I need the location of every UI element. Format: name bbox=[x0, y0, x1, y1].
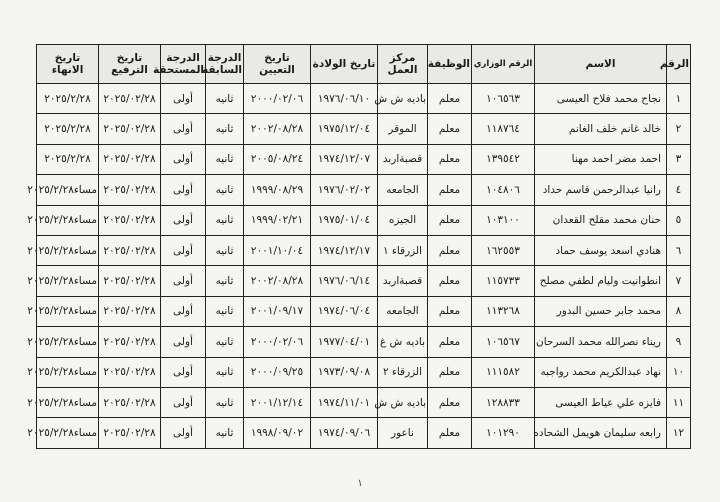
cell-prev-grade: ثانيه bbox=[206, 114, 244, 144]
cell-due-grade: أولى bbox=[161, 205, 206, 235]
cell-num: ١٢ bbox=[667, 418, 691, 448]
cell-work-center: الجامعه bbox=[378, 175, 428, 205]
cell-work-center: باديه ش ش bbox=[378, 84, 428, 114]
cell-ministry-no: ١١٨٧٦٤ bbox=[472, 114, 535, 144]
page-number: ١ bbox=[357, 478, 363, 489]
cell-due-grade: أولى bbox=[161, 357, 206, 387]
cell-end-date: مساء٢٠٢٥/٢/٢٨ bbox=[37, 387, 99, 417]
cell-due-grade: أولى bbox=[161, 387, 206, 417]
cell-birth-date: ١٩٧٦/٠٦/١٠ bbox=[311, 84, 378, 114]
cell-ministry-no: ١٠٣١٠٠ bbox=[472, 205, 535, 235]
cell-num: ١٠ bbox=[667, 357, 691, 387]
header-num: الرقم bbox=[667, 45, 691, 84]
table-row bbox=[37, 357, 691, 387]
cell-work-center: باديه ش ش bbox=[378, 387, 428, 417]
cell-work-center: قصبةاربد bbox=[378, 144, 428, 174]
cell-job: معلم bbox=[428, 84, 472, 114]
cell-birth-date: ١٩٧٣/٠٩/٠٨ bbox=[311, 357, 378, 387]
cell-birth-date: ١٩٧٤/١١/٠١ bbox=[311, 387, 378, 417]
table-row bbox=[37, 327, 691, 357]
cell-num: ١١ bbox=[667, 387, 691, 417]
cell-prev-grade: ثانيه bbox=[206, 144, 244, 174]
cell-name: ريناء نصرالله محمد السرحان bbox=[535, 327, 667, 357]
cell-name: احمد مضر احمد مهنا bbox=[535, 144, 667, 174]
header-appoint-date: تاريخ التعيين bbox=[244, 45, 311, 84]
cell-due-grade: أولى bbox=[161, 84, 206, 114]
cell-job: معلم bbox=[428, 235, 472, 265]
header-due-grade: الدرجة المستحقة bbox=[161, 45, 206, 84]
cell-appoint-date: ٢٠٠٢/٠٨/٢٨ bbox=[244, 114, 311, 144]
cell-promo-date: ٢٠٢٥/٠٢/٢٨ bbox=[99, 327, 161, 357]
cell-num: ٥ bbox=[667, 205, 691, 235]
cell-prev-grade: ثانيه bbox=[206, 235, 244, 265]
table-row bbox=[37, 266, 691, 296]
table-body bbox=[27, 84, 691, 449]
cell-job: معلم bbox=[428, 205, 472, 235]
cell-num: ٣ bbox=[667, 144, 691, 174]
cell-end-date: مساء٢٠٢٥/٢/٢٨ bbox=[37, 266, 99, 296]
cell-prev-grade: ثانيه bbox=[206, 418, 244, 448]
cell-end-date: مساء٢٠٢٥/٢/٢٨ bbox=[37, 205, 99, 235]
cell-appoint-date: ٢٠٠٠/٠٩/٢٥ bbox=[244, 357, 311, 387]
cell-ministry-no: ١٠٤٨٠٦ bbox=[472, 175, 535, 205]
table-row bbox=[37, 84, 691, 114]
cell-promo-date: ٢٠٢٥/٠٢/٢٨ bbox=[99, 235, 161, 265]
cell-ministry-no: ١٠٦٥٦٧ bbox=[472, 327, 535, 357]
cell-promo-date: ٢٠٢٥/٠٢/٢٨ bbox=[99, 418, 161, 448]
cell-appoint-date: ٢٠٠١/١٢/١٤ bbox=[244, 387, 311, 417]
cell-promo-date: ٢٠٢٥/٠٢/٢٨ bbox=[99, 144, 161, 174]
cell-name: رانيا عبدالرحمن قاسم حداد bbox=[535, 175, 667, 205]
cell-ministry-no: ١٠٦٥٦٣ bbox=[472, 84, 535, 114]
header-promo-date: تاريخ الترفيع bbox=[99, 45, 161, 84]
cell-appoint-date: ٢٠٠٢/٠٨/٢٨ bbox=[244, 266, 311, 296]
cell-birth-date: ١٩٧٦/٠٦/١٤ bbox=[311, 266, 378, 296]
cell-birth-date: ١٩٧٦/٠٢/٠٢ bbox=[311, 175, 378, 205]
header-job: الوظيفة bbox=[428, 45, 472, 84]
cell-promo-date: ٢٠٢٥/٠٢/٢٨ bbox=[99, 114, 161, 144]
cell-appoint-date: ٢٠٠٠/٠٢/٠٦ bbox=[244, 327, 311, 357]
cell-end-date: مساء٢٠٢٥/٢/٢٨ bbox=[37, 296, 99, 326]
cell-work-center: الموقر bbox=[378, 114, 428, 144]
cell-name: هنادي اسعد يوسف حماد bbox=[535, 235, 667, 265]
cell-appoint-date: ١٩٩٩/٠٢/٢١ bbox=[244, 205, 311, 235]
cell-prev-grade: ثانيه bbox=[206, 357, 244, 387]
cell-job: معلم bbox=[428, 114, 472, 144]
cell-name: حنان محمد مقلح القعدان bbox=[535, 205, 667, 235]
cell-job: معلم bbox=[428, 266, 472, 296]
cell-ministry-no: ١١٣٢٦٨ bbox=[472, 296, 535, 326]
cell-num: ٩ bbox=[667, 327, 691, 357]
cell-birth-date: ١٩٧٧/٠٤/٠١ bbox=[311, 327, 378, 357]
cell-num: ٦ bbox=[667, 235, 691, 265]
employees-table bbox=[27, 44, 691, 449]
cell-due-grade: أولى bbox=[161, 114, 206, 144]
cell-prev-grade: ثانيه bbox=[206, 175, 244, 205]
table-header-row bbox=[37, 45, 691, 84]
cell-promo-date: ٢٠٢٥/٠٢/٢٨ bbox=[99, 84, 161, 114]
cell-name: انطوانيت وليام لطفي مصلح bbox=[535, 266, 667, 296]
cell-promo-date: ٢٠٢٥/٠٢/٢٨ bbox=[99, 296, 161, 326]
cell-appoint-date: ١٩٩٨/٠٩/٠٢ bbox=[244, 418, 311, 448]
cell-num: ٤ bbox=[667, 175, 691, 205]
cell-appoint-date: ١٩٩٩/٠٨/٢٩ bbox=[244, 175, 311, 205]
cell-job: معلم bbox=[428, 387, 472, 417]
cell-prev-grade: ثانيه bbox=[206, 296, 244, 326]
cell-work-center: الزرقاء ١ bbox=[378, 235, 428, 265]
cell-appoint-date: ٢٠٠٠/٠٢/٠٦ bbox=[244, 84, 311, 114]
header-end-date: تاريخ الانهاء bbox=[37, 45, 99, 84]
cell-appoint-date: ٢٠٠١/٠٩/١٧ bbox=[244, 296, 311, 326]
cell-work-center: الجيزه bbox=[378, 205, 428, 235]
table-row bbox=[37, 144, 691, 174]
cell-appoint-date: ٢٠٠١/١٠/٠٤ bbox=[244, 235, 311, 265]
cell-prev-grade: ثانيه bbox=[206, 205, 244, 235]
cell-job: معلم bbox=[428, 175, 472, 205]
cell-prev-grade: ثانيه bbox=[206, 387, 244, 417]
cell-name: محمد جابر حسين البدور bbox=[535, 296, 667, 326]
cell-ministry-no: ١١٥٧٣٣ bbox=[472, 266, 535, 296]
cell-promo-date: ٢٠٢٥/٠٢/٢٨ bbox=[99, 175, 161, 205]
cell-end-date: ٢٠٢٥/٢/٢٨ bbox=[37, 114, 99, 144]
cell-birth-date: ١٩٧٤/٠٦/٠٤ bbox=[311, 296, 378, 326]
cell-job: معلم bbox=[428, 144, 472, 174]
cell-due-grade: أولى bbox=[161, 235, 206, 265]
header-work-center: مركز العمل bbox=[378, 45, 428, 84]
cell-name: خالد غانم خلف الغانم bbox=[535, 114, 667, 144]
cell-end-date: مساء٢٠٢٥/٢/٢٨ bbox=[37, 327, 99, 357]
cell-job: معلم bbox=[428, 357, 472, 387]
cell-work-center: الزرقاء ٢ bbox=[378, 357, 428, 387]
cell-name: فايزه علي عياط العيسى bbox=[535, 387, 667, 417]
table-row bbox=[37, 387, 691, 417]
cell-end-date: مساء٢٠٢٥/٢/٢٨ bbox=[37, 235, 99, 265]
table-row bbox=[37, 235, 691, 265]
cell-promo-date: ٢٠٢٥/٠٢/٢٨ bbox=[99, 266, 161, 296]
cell-work-center: ناعور bbox=[378, 418, 428, 448]
cell-job: معلم bbox=[428, 327, 472, 357]
cell-name: رابعه سليمان هويمل الشحاده bbox=[535, 418, 667, 448]
table-row bbox=[37, 205, 691, 235]
cell-job: معلم bbox=[428, 296, 472, 326]
cell-birth-date: ١٩٧٥/١٢/٠٤ bbox=[311, 114, 378, 144]
cell-due-grade: أولى bbox=[161, 296, 206, 326]
cell-promo-date: ٢٠٢٥/٠٢/٢٨ bbox=[99, 357, 161, 387]
cell-num: ٧ bbox=[667, 266, 691, 296]
cell-work-center: قصبةاربد bbox=[378, 266, 428, 296]
cell-job: معلم bbox=[428, 418, 472, 448]
table-row bbox=[37, 296, 691, 326]
cell-birth-date: ١٩٧٤/١٢/٠٧ bbox=[311, 144, 378, 174]
cell-promo-date: ٢٠٢٥/٠٢/٢٨ bbox=[99, 387, 161, 417]
cell-end-date: مساء٢٠٢٥/٢/٢٨ bbox=[37, 357, 99, 387]
cell-birth-date: ١٩٧٤/٠٩/٠٦ bbox=[311, 418, 378, 448]
header-birth-date: تاريخ الولادة bbox=[311, 45, 378, 84]
cell-prev-grade: ثانيه bbox=[206, 84, 244, 114]
cell-ministry-no: ١٣٩٥٤٢ bbox=[472, 144, 535, 174]
cell-due-grade: أولى bbox=[161, 327, 206, 357]
cell-due-grade: أولى bbox=[161, 144, 206, 174]
cell-num: ٢ bbox=[667, 114, 691, 144]
table-row bbox=[37, 175, 691, 205]
table-row bbox=[37, 418, 691, 448]
cell-end-date: ٢٠٢٥/٢/٢٨ bbox=[37, 84, 99, 114]
cell-due-grade: أولى bbox=[161, 175, 206, 205]
cell-prev-grade: ثانيه bbox=[206, 327, 244, 357]
cell-end-date: مساء٢٠٢٥/٢/٢٨ bbox=[37, 175, 99, 205]
cell-birth-date: ١٩٧٥/٠١/٠٤ bbox=[311, 205, 378, 235]
cell-appoint-date: ٢٠٠٥/٠٨/٢٤ bbox=[244, 144, 311, 174]
header-ministry-no: الرقم الوزاري bbox=[472, 45, 535, 84]
cell-ministry-no: ١٢٨٨٣٣ bbox=[472, 387, 535, 417]
cell-name: نجاح محمد فلاح العيسى bbox=[535, 84, 667, 114]
cell-work-center: باديه ش غ bbox=[378, 327, 428, 357]
table-row bbox=[37, 114, 691, 144]
cell-birth-date: ١٩٧٤/١٢/١٧ bbox=[311, 235, 378, 265]
cell-due-grade: أولى bbox=[161, 418, 206, 448]
header-name: الاسم bbox=[535, 45, 667, 84]
cell-promo-date: ٢٠٢٥/٠٢/٢٨ bbox=[99, 205, 161, 235]
cell-ministry-no: ١١١٥٨٢ bbox=[472, 357, 535, 387]
header-prev-grade: الدرجة السابقة bbox=[206, 45, 244, 84]
cell-due-grade: أولى bbox=[161, 266, 206, 296]
cell-name: نهاد عبدالكريم محمد رواجبه bbox=[535, 357, 667, 387]
cell-end-date: ٢٠٢٥/٢/٢٨ bbox=[37, 144, 99, 174]
cell-ministry-no: ١٠١٢٩٠ bbox=[472, 418, 535, 448]
cell-end-date: مساء٢٠٢٥/٢/٢٨ bbox=[37, 418, 99, 448]
cell-ministry-no: ١٦٢٥٥٣ bbox=[472, 235, 535, 265]
cell-num: ٨ bbox=[667, 296, 691, 326]
cell-work-center: الجامعه bbox=[378, 296, 428, 326]
cell-prev-grade: ثانيه bbox=[206, 266, 244, 296]
cell-num: ١ bbox=[667, 84, 691, 114]
